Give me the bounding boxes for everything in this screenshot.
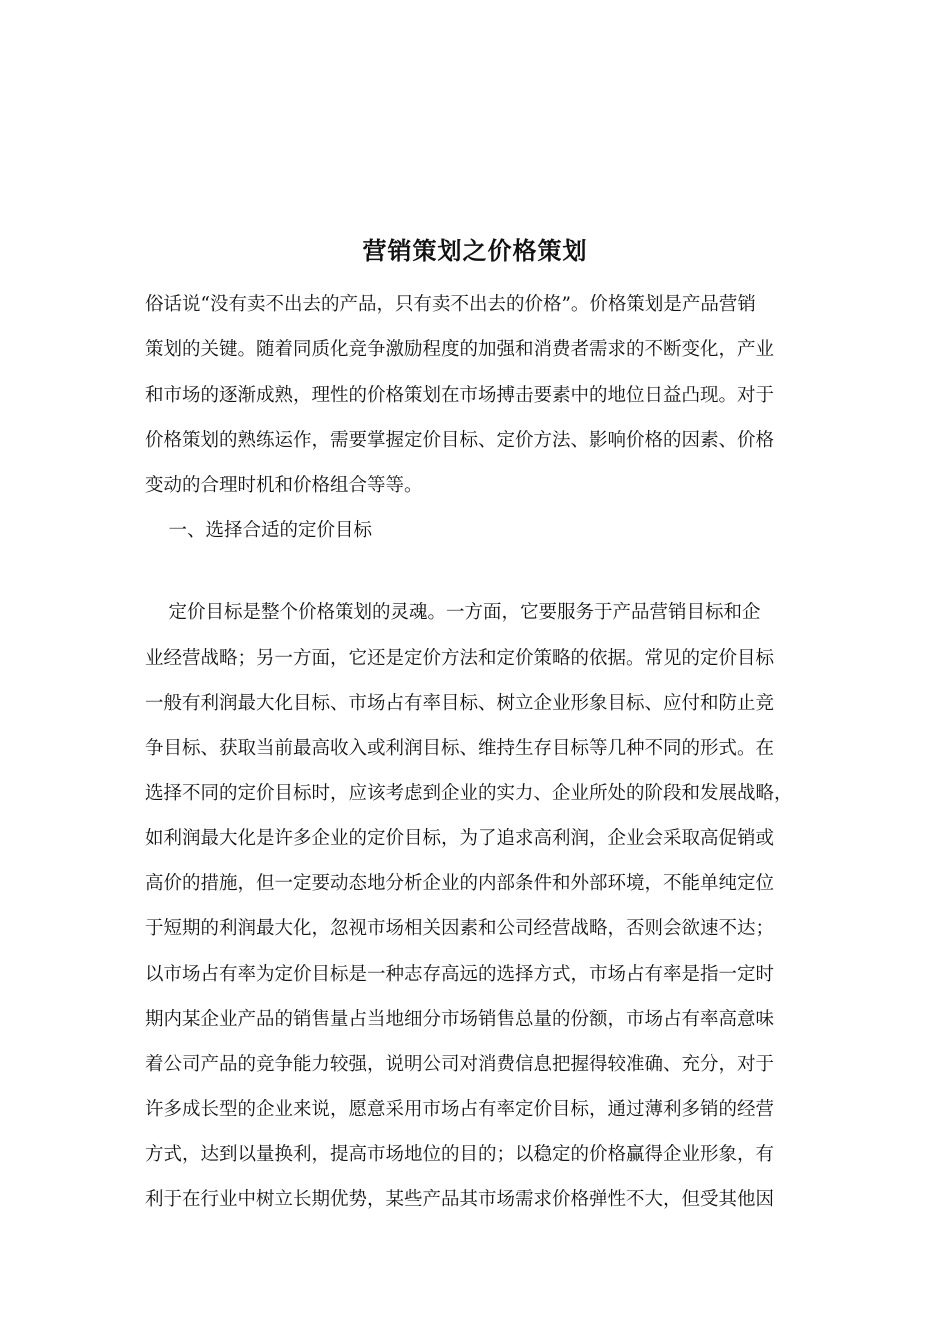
paragraph-line: 定价目标是整个价格策划的灵魂。一方面，它要服务于产品营销目标和企: [145, 602, 761, 623]
paragraph-line: 许多成长型的企业来说，愿意采用市场占有率定价目标，通过薄利多销的经营: [145, 1099, 775, 1120]
section-heading: 一、选择合适的定价目标: [145, 520, 373, 541]
paragraph-line: 以市场占有率为定价目标是一种志存高远的选择方式，市场占有率是指一定时: [145, 964, 775, 985]
paragraph-line: 和市场的逐渐成熟，理性的价格策划在市场搏击要素中的地位日益凸现。对于: [145, 385, 775, 406]
paragraph-line: 策划的关键。随着同质化竞争激励程度的加强和消费者需求的不断变化，产业: [145, 339, 775, 360]
paragraph-line: 俗话说“没有卖不出去的产品，只有卖不出去的价格”。价格策划是产品营销: [145, 294, 756, 315]
paragraph-line: 利于在行业中树立长期优势，某些产品其市场需求价格弹性不大，但受其他因: [145, 1189, 775, 1210]
document-title: 营销策划之价格策划: [362, 236, 588, 265]
paragraph-line: 如利润最大化是许多企业的定价目标，为了追求高利润，企业会采取高促销或: [145, 828, 775, 849]
paragraph-line: 业经营战略；另一方面，它还是定价方法和定价策略的依据。常见的定价目标: [145, 648, 775, 669]
paragraph-line: 价格策划的熟练运作，需要掌握定价目标、定价方法、影响价格的因素、价格: [145, 430, 775, 451]
paragraph-line: 选择不同的定价目标时，应该考虑到企业的实力、企业所处的阶段和发展战略，: [145, 783, 793, 804]
paragraph-line: 变动的合理时机和价格组合等等。: [145, 475, 423, 496]
paragraph-line: 高价的措施，但一定要动态地分析企业的内部条件和外部环境，不能单纯定位: [145, 873, 775, 894]
paragraph-line: 一般有利润最大化目标、市场占有率目标、树立企业形象目标、应付和防止竞: [145, 693, 775, 714]
paragraph-line: 着公司产品的竞争能力较强，说明公司对消费信息把握得较准确、充分，对于: [145, 1054, 775, 1075]
paragraph-line: 方式，达到以量换利，提高市场地位的目的；以稳定的价格赢得企业形象，有: [145, 1144, 775, 1165]
paragraph-line: 于短期的利润最大化，忽视市场相关因素和公司经营战略，否则会欲速不达；: [145, 918, 775, 939]
paragraph-line: 期内某企业产品的销售量占当地细分市场销售总量的份额，市场占有率高意味: [145, 1009, 775, 1030]
paragraph-line: 争目标、获取当前最高收入或利润目标、维持生存目标等几种不同的形式。在: [145, 738, 775, 759]
